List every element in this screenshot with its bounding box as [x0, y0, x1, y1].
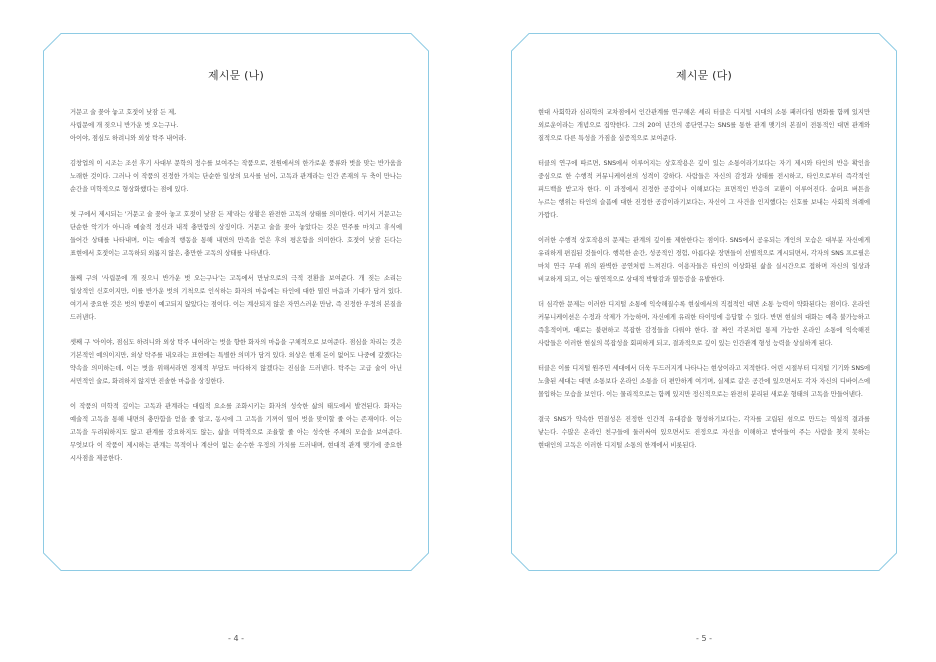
right-paragraph: 터클의 연구에 따르면, SNS에서 이루어지는 상호작용은 깊이 있는 소통이라기보다는 자기 제시와 타인의 반응 확인을 중심으로 한 수행적 커뮤니케이션의 성격이 강하다. 사람들은 자신의 감정과 상태를 전시하고, 타인으로부터 즉각적인 피드백을 받고자 한다. 이 과정에서 진정한 공감이나 이해보다는 표면적인 반응의 교환이 이루어진다. 슬퍼요 버튼을 누르는 행위는 타인의 슬픔에 대한 진정한 공감이라기보다는, 자신이 그 사건을 인지했다는 신호를 보내는 사회적 의례에 가깝다.	[538, 160, 870, 219]
left-paragraph: 이 작품의 미학적 깊이는 고독과 관계라는 대립적 요소를 조화시키는 화자의 성숙한 삶의 태도에서 발견된다. 화자는 예술적 고독을 통해 내면의 충만함을 얻을 줄 알고, 동시에 그 고독을 기꺼이 열어 벗을 맞이할 줄 아는 존재이다. 이는 고독을 두려워하지도 않고 관계를 강요하지도 않는, 삶을 미학적으로 조율할 줄 아는 성숙한 주체의 모습을 보여준다. 무엇보다 이 작품이 제시하는 관계는 목적이나 계산이 없는 순수한 우정의 가치를 드러내며, 현대적 관계 맺기에 중요한 시사점을 제공한다.	[70, 403, 402, 462]
left-page	[43, 33, 429, 571]
right-page-content	[538, 67, 870, 464]
right-paragraph: 더 심각한 문제는 이러한 디지털 소통에 익숙해질수록 현실에서의 직접적인 대면 소통 능력이 약화된다는 점이다. 온라인 커뮤니케이션은 수정과 삭제가 가능하며, 자신에게 유리한 타이밍에 응답할 수 있다. 반면 현실의 대화는 예측 불가능하고 즉흥적이며, 때로는 불편하고 복잡한 감정들을 다뤄야 한다. 잘 짜인 각본처럼 통제 가능한 온라인 소통에 익숙해진 사람들은 이러한 현실의 복잡성을 회피하게 되고, 결과적으로 깊이 있는 인간관계 형성 능력을 상실하게 된다.	[538, 301, 870, 347]
right-paragraph: 현대 사회학과 심리학의 교차점에서 인간관계를 연구해온 셰리 터클은 디지털 시대의 소통 패러다임 변화를 함께 있지만 외로운이라는 개념으로 집약한다. 그의 20여 년간의 종단연구는 SNS를 통한 관계 맺기의 본질이 전통적인 대면 관계와 질적으로 다른 특성을 가짐을 실증적으로 보여준다.	[538, 109, 870, 142]
left-paragraph: 셋째 구 '아이야, 점심도 하려니와 외상 탁주 내어라'는 벗을 향한 화자의 마음을 구체적으로 보여준다. 점심을 차리는 것은 기본적인 예의이지만, 외상 탁주를 내오라는 표현에는 특별한 의미가 담겨 있다. 외상은 현재 돈이 없어도 나중에 갚겠다는 약속을 의미하는데, 이는 벗을 위해서라면 경제적 부담도 마다하지 않겠다는 진심을 드러낸다. 탁주는 고급 술이 아닌 서민적인 술로, 화려하지 않지만 진솔한 마음을 상징한다.	[70, 339, 402, 385]
left-page-title: 제시문 (나)	[208, 69, 264, 82]
right-paragraph: 결국 SNS가 약속한 연결성은 진정한 인간적 유대감을 형성하기보다는, 각자를 고립된 섬으로 만드는 역설적 결과를 낳는다. 수많은 온라인 친구들에 둘러싸여 있으면서도 진정으로 자신을 이해하고 받아들여 주는 사람을 찾지 못하는 현대인의 고독은 이러한 디지털 소통의 한계에서 비롯된다.	[538, 416, 870, 449]
right-paragraph: 이러한 수행적 상호작용의 문제는 관계의 깊이를 제한한다는 점이다. SNS에서 공유되는 개인의 모습은 대부분 자신에게 유리하게 편집된 것들이다. 행복한 순간, 성공적인 경험, 아름다운 장면들이 선별적으로 게시되면서, 각자의 SNS 프로필은 마치 연극 무대 위의 완벽한 공연처럼 느껴진다. 이용자들은 타인의 이상화된 삶을 실시간으로 접하며 자신의 일상과 비교하게 되고, 이는 필연적으로 상대적 박탈감과 열등감을 유발한다.	[538, 237, 870, 283]
right-page-title: 제시문 (다)	[676, 69, 732, 82]
right-page	[511, 33, 897, 571]
left-paragraph: 거문고 술 꽂아 놓고 호젓이 낮잠 든 제, 사립문에 개 짖으니 반가운 벗 오는구나. 아이야, 점심도 하려니와 외상 탁주 내어라.	[70, 109, 187, 142]
left-page-content	[70, 67, 402, 477]
left-paragraph: 첫 구에서 제시되는 '거문고 술 꽂아 놓고 호젓이 낮잠 든 제'라는 상황은 완전한 고독의 상태를 의미한다. 여기서 거문고는 단순한 악기가 아니라 예술적 정신과 내적 충만함의 상징이다. 거문고 술을 꽂아 놓았다는 것은 연주를 마치고 휴식에 들어간 상태를 나타내며, 이는 예술적 행동을 통해 내면의 만족을 얻은 후의 평온함을 의미한다. 호젓이 낮잠 든다는 표현에서 호젓이는 고독하되 외롭지 않은, 충만한 고독의 상태를 나타낸다.	[70, 211, 402, 257]
left-paragraph: 둘째 구의 '사립문에 개 짖으니 반가운 벗 오는구나'는 고독에서 만남으로의 극적 전환을 보여준다. 개 짖는 소리는 일상적인 신호이지만, 이를 반가운 벗의 기척으로 인식하는 화자의 마음에는 타인에 대한 열린 마음과 기대가 담겨 있다. 여기서 중요한 것은 벗의 방문이 예고되지 않았다는 점이다. 이는 계산되지 않은 자연스러운 만남, 즉 진정한 우정의 본질을 드러낸다.	[70, 275, 402, 321]
left-page-number: - 4 -	[228, 634, 244, 643]
left-paragraph: 김창업의 이 시조는 조선 후기 사대부 문학의 정수를 보여주는 작품으로, 전원에서의 한가로운 풍류와 벗을 맞는 반가움을 노래한 것이다. 그러나 이 작품의 진정한 가치는 단순한 일상의 묘사를 넘어, 고독과 관계라는 인간 존재의 두 축이 만나는 순간을 미학적으로 형상화했다는 점에 있다.	[70, 160, 402, 193]
right-page-number: - 5 -	[696, 634, 712, 643]
right-paragraph: 터클은 이를 디지털 원주민 세대에서 더욱 두드러지게 나타나는 현상이라고 지적한다. 어린 시절부터 디지털 기기와 SNS에 노출된 세대는 대면 소통보다 온라인 소통을 더 편안하게 여기며, 실제로 같은 공간에 있으면서도 각자 자신의 디바이스에 몰입하는 모습을 보인다. 이는 물리적으로는 함께 있지만 정신적으로는 완전히 분리된 새로운 형태의 고독을 만들어낸다.	[538, 365, 870, 398]
